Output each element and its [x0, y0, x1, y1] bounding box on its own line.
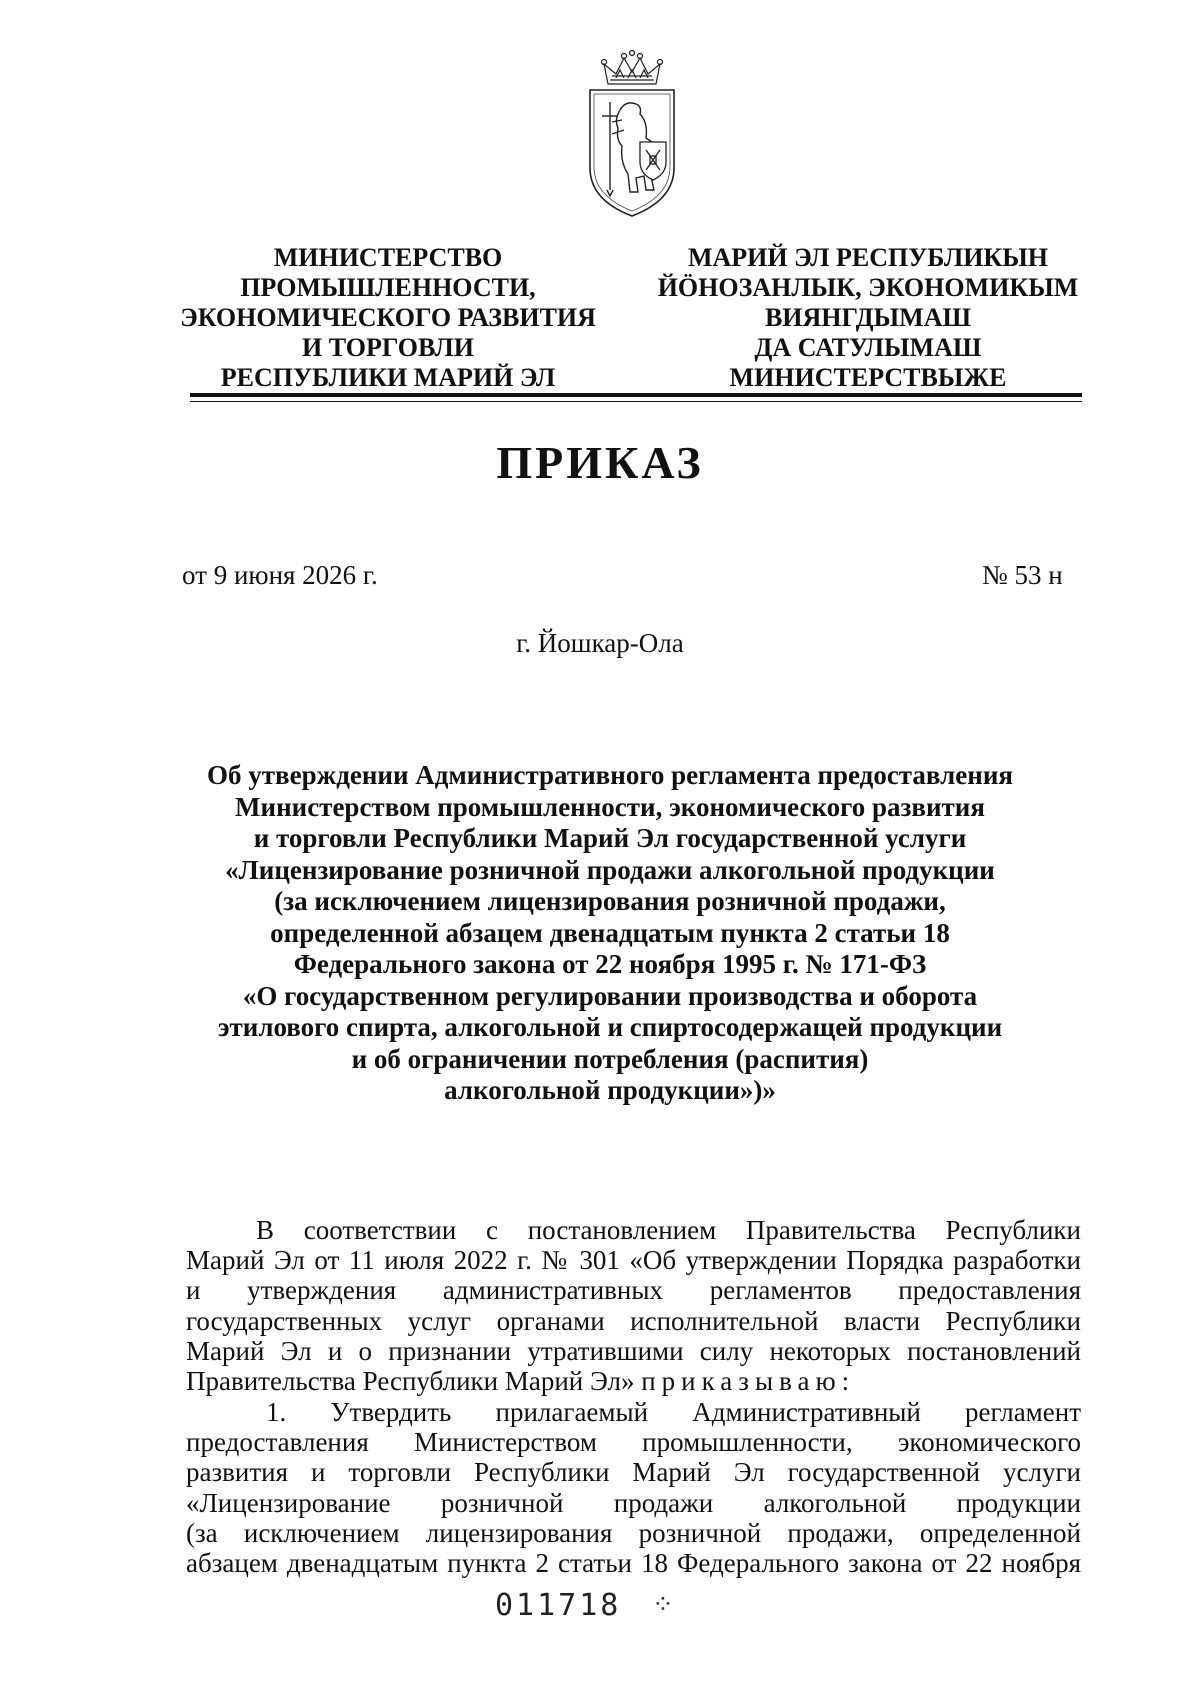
body-line: развития и торговли Республики Марий Эл государственной услуги [186, 1457, 1081, 1488]
body-line: В соответствии с постановлением Правительства Республики [256, 1215, 1081, 1245]
ministry-name-line: ВИЯНГДЫМАШ [764, 303, 972, 332]
title-line: Министерством промышленности, экономического развития [235, 791, 985, 822]
title-line: «Лицензирование розничной продажи алкогольной продукции [225, 854, 995, 885]
coat-of-arms-emblem [582, 50, 682, 220]
body-line: «Лицензирование розничной продажи алкогольной продукции [186, 1487, 1081, 1518]
ministry-name-line: ЙÖНОЗАНЛЫК, ЭКОНОМИКЫМ [657, 273, 1079, 302]
body-line: Марий Эл от 11 июля 2022 г. № 301 «Об утверждении Порядка разработки [186, 1245, 1081, 1276]
title-line: и об ограничении потребления (распития) [351, 1043, 869, 1074]
ministry-name-line: ЭКОНОМИЧЕСКОГО РАЗВИТИЯ [180, 303, 596, 332]
ministry-name-russian [178, 243, 598, 393]
ministry-name-line: И ТОРГОВЛИ [302, 333, 474, 362]
title-line: и торговли Республики Марий Эл государственной услуги [253, 823, 967, 853]
title-line: (за исключением лицензирования розничной продажи, [274, 886, 946, 916]
body-line-text: Правительства Республики Марий Эл» [186, 1365, 642, 1396]
title-line: Об утверждении Административного регламента предоставления [207, 760, 1013, 790]
document-city: г. Йошкар-Ола [516, 628, 684, 658]
serial-ornament-icon: ⁘ [652, 1590, 674, 1619]
header-divider-thick [190, 393, 1082, 397]
ministry-name-line: ДА САТУЛЫМАШ [754, 333, 982, 362]
body-paragraph-item-1 [186, 1397, 1081, 1578]
body-line: государственных услуг органами исполнительной власти Республики [186, 1305, 1081, 1336]
body-line: абзацем двенадцатым пункта 2 статьи 18 Федерального закона от 22 ноября [186, 1547, 1081, 1578]
ministry-name-mari [648, 243, 1088, 393]
body-paragraph-preamble [186, 1215, 1081, 1396]
order-verb: приказываю: [641, 1365, 856, 1396]
title-line: «О государственном регулировании производства и оборота [242, 980, 978, 1011]
title-line: Федерального закона от 22 ноября 1995 г. № 171-ФЗ [293, 949, 927, 979]
header-divider-thin [190, 401, 1082, 402]
body-line: (за исключением лицензирования розничной продажи, определенной [186, 1517, 1081, 1548]
body-line [186, 1366, 1081, 1396]
ministry-name-line: ПРОМЫШЛЕННОСТИ, [240, 273, 536, 302]
ministry-name-line: МАРИЙ ЭЛ РЕСПУБЛИКЫН [687, 243, 1049, 272]
document-number: № 53 н [982, 560, 1063, 590]
ministry-name-line: РЕСПУБЛИКИ МАРИЙ ЭЛ [220, 363, 556, 392]
body-line: Марий Эл и о признании утратившими силу некоторых постановлений [186, 1335, 1081, 1366]
body-line: и утверждения административных регламентов предоставления [186, 1275, 1081, 1306]
ministry-name-line: МИНИСТЕРСТВЫЖЕ [729, 363, 1007, 392]
document-type-heading: ПРИКАЗ [496, 437, 704, 488]
document-date: от 9 июня 2026 г. [182, 560, 378, 590]
body-line: 1. Утвердить прилагаемый Административный регламент [266, 1397, 1081, 1427]
body-line: предоставления Министерством промышленности, экономического [186, 1427, 1081, 1458]
title-line: этилового спирта, алкогольной и спиртосодержащей продукции [217, 1012, 1003, 1042]
ministry-name-line: МИНИСТЕРСТВО [273, 243, 503, 272]
title-line: определенной абзацем двенадцатым пункта 2 статьи 18 [270, 917, 950, 948]
title-line: алкогольной продукции»)» [444, 1075, 776, 1105]
form-serial-number: 011718 [495, 1588, 622, 1623]
document-title [160, 760, 1060, 1107]
